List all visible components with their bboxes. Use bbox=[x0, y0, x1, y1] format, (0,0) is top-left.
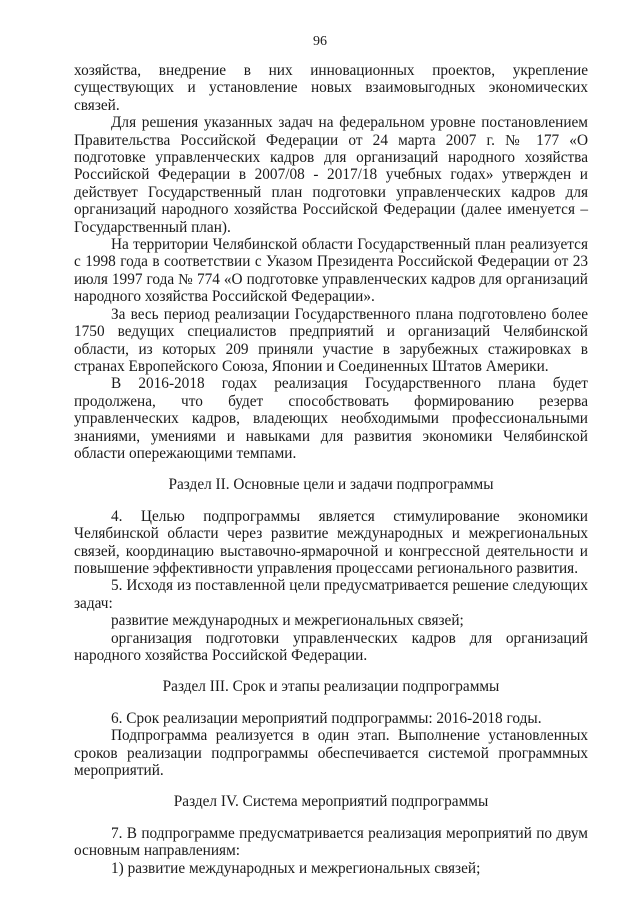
paragraph: развитие международных и межрегиональных связей; bbox=[111, 612, 464, 630]
paragraph: 1) развитие международных и межрегиональных связей; bbox=[111, 859, 481, 877]
section-heading: Раздел III. Срок и этапы реализации подпрограммы bbox=[162, 678, 500, 696]
paragraph: Для решения указанных задач на федеральном уровне постановлением Правительства Российской Федерации от 24 марта 2007 г. № 177 «О подготовке управленческих кадров для организаций народного хозяйства Российской Федерации в 2007/08 - 2017/18 учебных годах» утвержден и действует Государственный план подготовки управленческих кадров для организаций народного хозяйства Российской Федерации (далее именуется – Государственный план). bbox=[74, 114, 588, 236]
paragraph: За весь период реализации Государственного плана подготовлено более 1750 ведущих специалистов предприятий и организаций Челябинской области, из которых 209 приняли участие в зарубежных стажировках в странах Европейского Союза, Японии и Соединенных Штатов Америки. bbox=[74, 305, 588, 375]
paragraph: 7. В подпрограмме предусматривается реализация мероприятий по двум основным направлениям: bbox=[74, 824, 588, 860]
paragraph: 4. Целью подпрограммы является стимулирование экономики Челябинской области через развитие международных и межрегиональных связей, координацию выставочно-ярмарочной и конгрессной деятельности и повышение эффективности управления процессами регионального развития. bbox=[74, 507, 588, 577]
paragraph: хозяйства, внедрение в них инновационных проектов, укрепление существующих и установление новых взаимовыгодных экономических связей. bbox=[74, 62, 588, 114]
paragraph: На территории Челябинской области Государственный план реализуется с 1998 года в соответствии с Указом Президента Российской Федерации от 23 июля 1997 года № 774 «О подготовке управленческих кадров для организаций народного хозяйства Российской Федерации». bbox=[74, 236, 588, 306]
paragraph: 5. Исходя из поставленной цели предусматривается решение следующих задач: bbox=[74, 577, 588, 612]
section-heading: Раздел II. Основные цели и задачи подпрограммы bbox=[168, 476, 494, 494]
paragraph: организация подготовки управленческих кадров для организаций народного хозяйства Российской Федерации. bbox=[74, 629, 588, 664]
page-number: 96 bbox=[313, 34, 327, 49]
document-body bbox=[74, 62, 588, 877]
section-heading: Раздел IV. Система мероприятий подпрограммы bbox=[173, 793, 489, 811]
paragraph: В 2016-2018 годах реализация Государственного плана будет продолжена, что будет способствовать формированию резерва управленческих кадров, владеющих необходимыми профессиональными знаниями, умениями и навыками для развития экономики Челябинской области опережающими темпами. bbox=[74, 375, 588, 462]
paragraph: 6. Срок реализации мероприятий подпрограммы: 2016-2018 годы. bbox=[111, 709, 542, 727]
paragraph: Подпрограмма реализуется в один этап. Выполнение установленных сроков реализации подпрограммы обеспечивается системой программных мероприятий. bbox=[74, 727, 588, 780]
